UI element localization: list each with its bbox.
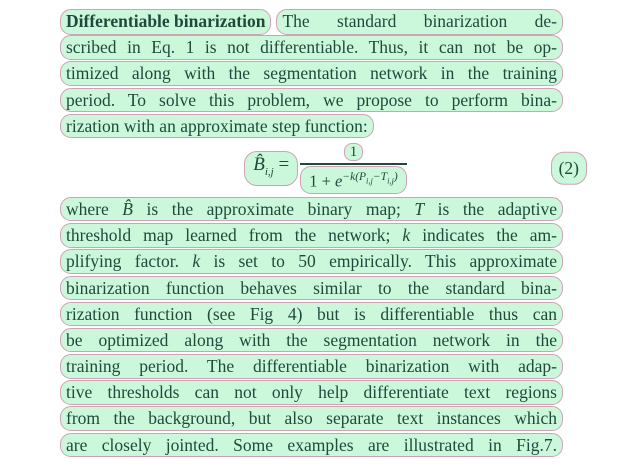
equation-fraction	[300, 143, 407, 194]
equation-body	[244, 143, 407, 194]
text-line	[60, 354, 563, 380]
fraction-bar	[300, 163, 407, 165]
highlighted-text: training period. The differentiable binarization with adap-	[60, 354, 563, 379]
text-line	[60, 88, 563, 114]
fraction-numerator: 1	[344, 143, 364, 161]
section-heading: Differentiable binarization	[60, 9, 271, 35]
text-line	[60, 380, 563, 406]
equation-lhs: $B̂_{i,j}$ =	[244, 151, 298, 186]
fraction-denominator: $1 + e^{-k(P_{i,j}-T_{i,j})}$	[300, 166, 407, 195]
highlighted-text: plifying factor. k is set to 50 empirically. This approximate	[60, 249, 563, 274]
text-line	[60, 433, 563, 459]
text-column	[60, 9, 579, 459]
highlighted-text: from the background, but also separate text instances which	[60, 406, 563, 431]
text-line	[60, 276, 563, 302]
highlighted-text: scribed in Eq. 1 is not differentiable. Thus, it can not be op-	[60, 35, 563, 60]
text-line	[60, 328, 563, 354]
exponent: −k(Pi,j−Ti,j)	[342, 170, 398, 185]
text-line	[60, 35, 563, 61]
highlighted-text: rization with an approximate step function:	[60, 114, 374, 139]
text-line	[60, 61, 563, 87]
highlighted-text: The standard binarization de-	[276, 9, 563, 35]
text-line	[60, 197, 563, 223]
text-line	[60, 249, 563, 275]
equation-number: (2)	[551, 152, 587, 185]
text-line	[60, 9, 563, 35]
text-line	[60, 114, 563, 140]
highlighted-text: binarization function behaves similar to the standard bina-	[60, 276, 563, 301]
highlighted-text: threshold map learned from the network; k indicates the am-	[60, 223, 563, 248]
text-line	[60, 223, 563, 249]
text-line	[60, 302, 563, 328]
highlighted-text: timized along with the segmentation network in the training	[60, 61, 563, 86]
highlighted-text: period. To solve this problem, we propose to perform bina-	[60, 88, 563, 113]
highlighted-text: where B̂ is the approximate binary map; T is the adaptive	[60, 197, 563, 222]
highlighted-text: rization function (see Fig 4) but is differentiable thus can	[60, 302, 563, 327]
highlighted-text: tive thresholds can not only help differentiate text regions	[60, 380, 563, 405]
highlighted-text: be optimized along with the segmentation network in the	[60, 328, 563, 353]
equation	[60, 140, 579, 197]
highlighted-text: are closely jointed. Some examples are illustrated in Fig.7.	[60, 433, 563, 458]
text-line	[60, 406, 563, 432]
